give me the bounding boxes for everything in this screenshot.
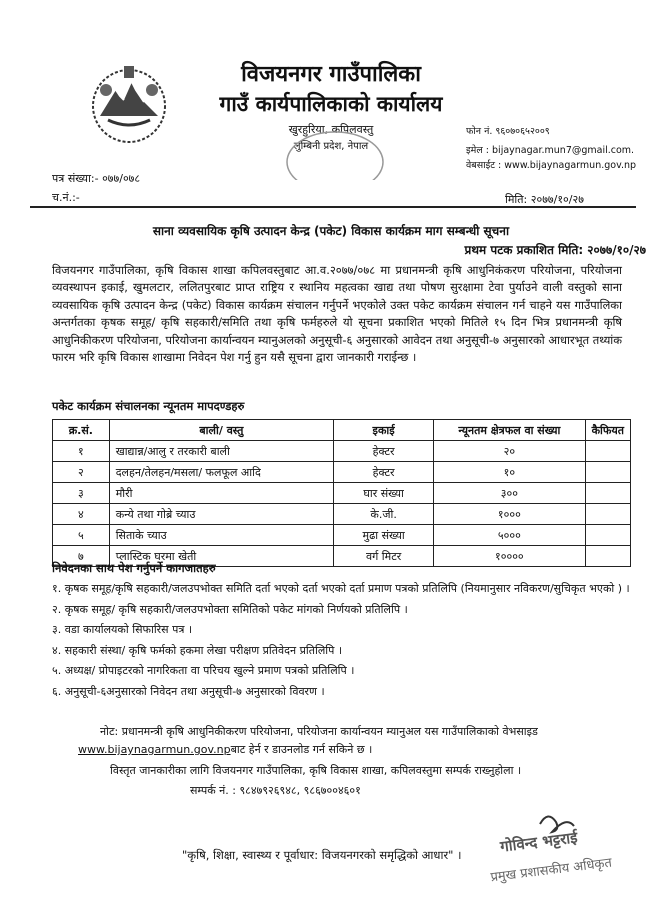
col-serial: क्र.सं. xyxy=(53,420,110,441)
table-row xyxy=(53,462,631,483)
download-note-tail: बाट हेर्न र डाउनलोड गर्न सकिने छ । xyxy=(230,743,373,756)
row-serial: ३ xyxy=(53,483,110,504)
row-minimum: १० xyxy=(434,462,585,483)
row-minimum: २० xyxy=(434,441,585,462)
table-row xyxy=(53,483,631,504)
list-item: २. कृषक समूह/ कृषि सहकारी/जलउपभोक्ता समितिको पकेट मांगको निर्णयको प्रतिलिपि । xyxy=(52,602,408,616)
dispatch-number: च.नं.:- xyxy=(52,191,80,204)
office-name: गाउँ कार्यपालिकाको कार्यालय xyxy=(219,92,443,116)
row-serial: २ xyxy=(53,462,110,483)
col-crop: बाली/ वस्तु xyxy=(109,420,333,441)
row-minimum: ५००० xyxy=(434,525,585,546)
row-crop: प्लास्टिक घरमा खेती xyxy=(109,546,333,567)
row-remarks xyxy=(585,504,630,525)
letter-date: मिति: २०७७/१०/२७ xyxy=(505,193,584,206)
signatory-name: गोविन्द भट्टराई xyxy=(499,828,579,856)
row-serial: ७ xyxy=(53,546,110,567)
office-stamp xyxy=(280,128,390,180)
row-minimum: १००० xyxy=(434,504,585,525)
col-unit: इकाई xyxy=(334,420,434,441)
row-crop: दलहन/तेलहन/मसला/ फलफूल आदि xyxy=(109,462,333,483)
website-url-link[interactable]: www.bijaynagarmun.gov.np xyxy=(78,743,231,756)
table-row xyxy=(53,504,631,525)
row-unit: घार संख्या xyxy=(334,483,434,504)
list-item: ५. अध्यक्ष/ प्रोपाइटरको नागरिकता वा परिचय खुल्ने प्रमाण पत्रको प्रतिलिपि । xyxy=(52,664,355,678)
row-serial: १ xyxy=(53,441,110,462)
standards-table xyxy=(52,419,631,567)
letter-number: पत्र संख्या:- ०७७/०७८ xyxy=(52,172,141,185)
col-remarks: कैफियत xyxy=(585,420,630,441)
row-unit: वर्ग मिटर xyxy=(334,546,434,567)
contact-numbers: सम्पर्क नं. : ९८४७९२६९४८, ९८६७००४६०१ xyxy=(190,784,361,797)
website-link[interactable]: वेबसाईट : www.bijaynagarmun.gov.np xyxy=(466,160,637,171)
row-unit: मुढा संख्या xyxy=(334,525,434,546)
list-item: १. कृषक समूह/कृषि सहकारी/जलउपभोक्त समिति दर्ता भएको दर्ता भएको दर्ता प्रमाण पत्रको प्रतिलिपि (नियमानुसार नविकरण/सुचिकृत भएको ) । xyxy=(52,582,630,595)
row-crop: कन्ये तथा गोब्रे च्याउ xyxy=(109,504,333,525)
row-remarks xyxy=(585,525,630,546)
row-crop: मौरी xyxy=(109,483,333,504)
header-divider xyxy=(30,206,636,208)
row-remarks xyxy=(585,462,630,483)
list-item: ३. वडा कार्यालयको सिफारिस पत्र । xyxy=(52,623,193,637)
row-serial: ४ xyxy=(53,504,110,525)
row-minimum: ३०० xyxy=(434,483,585,504)
table-row xyxy=(53,525,631,546)
row-remarks xyxy=(585,546,630,567)
signatory-title: प्रमुख प्रशासकीय अधिकृत xyxy=(489,855,613,886)
row-serial: ५ xyxy=(53,525,110,546)
documents-list xyxy=(52,580,632,704)
list-item: ४. सहकारी संस्था/ कृषि फर्मको हकमा लेखा परीक्षण प्रतिवेदन प्रतिलिपि । xyxy=(52,643,343,657)
notice-body: विजयनगर गाउँपालिका, कृषि विकास शाखा कपिलवस्तुबाट आ.व.२०७७/०७८ मा प्रधानमन्त्री कृषि आधुनिकंकरण परियोजना, परियोजना व्यवस्थापन इकाई, खुमलटार, ललितपुरबाट प्राप्त राष्ट्रिय र स्थानिय महत्वका खाद्य तथा पोषण सुरक्षामा टेवा पुर्याउने वाली वस्तुको साना व्यवसायिक कृषि उत्पादन केन्द्र (पकेट) विकास कार्यक्रम संचालन गर्नुपर्ने भएकोले उक्त पकेट कार्यक्रम संचालन गर्न चाहने यस गाउँपालिका अन्तर्गतका कृषक समूह/ कृषि सहकारी/समिति तथा कृषि फर्महरुले यो सूचना प्रकाशित भएको मितिले १५ दिन भित्र प्रधानमन्त्री कृषि आधुनिकीकरण परियोजना, परियोजना कार्यान्वयन म्यानुअलको अनुसूची-६ अनुसारको आवेदन तथा अनुसूची-७ अनुसारको आधारभूत तथ्यांक फारम भरि कृषि विकास शाखामा निवेदन पेश गर्नु हुन यसै सूचना द्वारा जानकारी गराईन्छ । xyxy=(52,263,622,365)
row-remarks xyxy=(585,441,630,462)
col-minimum: न्यूनतम क्षेत्रफल वा संख्या xyxy=(434,420,585,441)
email-address: इमेल : bijaynagar.mun7@gmail.com. xyxy=(466,145,635,156)
row-unit: हेक्टर xyxy=(334,441,434,462)
table-row xyxy=(53,441,631,462)
row-crop: सिताके च्याउ xyxy=(109,525,333,546)
more-info: विस्तृत जानकारीका लागि विजयनगर गाउँपालिका, कृषि विकास शाखा, कपिलवस्तुमा सम्पर्क राख्नुहोला । xyxy=(110,764,522,777)
office-province: लुम्बिनी प्रदेश, नेपाल xyxy=(293,141,369,152)
footer-motto: "कृषि, शिक्षा, स्वास्थ्य र पूर्वाधार: विजयनगरको समृद्धिको आधार" । xyxy=(182,848,462,862)
table-header-row xyxy=(53,420,631,441)
download-note: नोट: प्रधानमन्त्री कृषि आधुनिकीकरण परियोजना, परियोजना कार्यान्वयन म्यानुअल यस गाउँपालिकाको वेभसाइड xyxy=(100,725,538,738)
row-unit: हेक्टर xyxy=(334,462,434,483)
first-published-date: प्रथम पटक प्रकाशित मिति: २०७७/१०/२७ xyxy=(464,243,646,257)
row-unit: के.जी. xyxy=(334,504,434,525)
office-address: खुरहुरिया, कपिलवस्तु xyxy=(288,123,374,136)
download-note-line2 xyxy=(78,742,372,757)
row-remarks xyxy=(585,483,630,504)
documents-heading: निवेदनका साथ पेश गर्नुपर्ने कागजातहरु xyxy=(52,561,216,575)
row-minimum: १०००० xyxy=(434,546,585,567)
list-item: ६. अनुसूची-६अनुसारको निवेदन तथा अनुसूची-७ अनुसारको विवरण । xyxy=(52,684,325,698)
row-crop: खाद्यान्न/आलु र तरकारी बाली xyxy=(109,441,333,462)
standards-heading: पकेट कार्यक्रम संचालनका न्यूनतम मापदण्डहरु xyxy=(52,399,245,413)
notice-title: साना व्यवसायिक कृषि उत्पादन केन्द्र (पकेट) विकास कार्यक्रम माग सम्बन्धी सूचना xyxy=(152,224,510,238)
phone-number: फोन नं. ९६०७०६५२००९ xyxy=(466,126,550,137)
org-name: विजयनगर गाउँपालिका xyxy=(241,62,421,87)
